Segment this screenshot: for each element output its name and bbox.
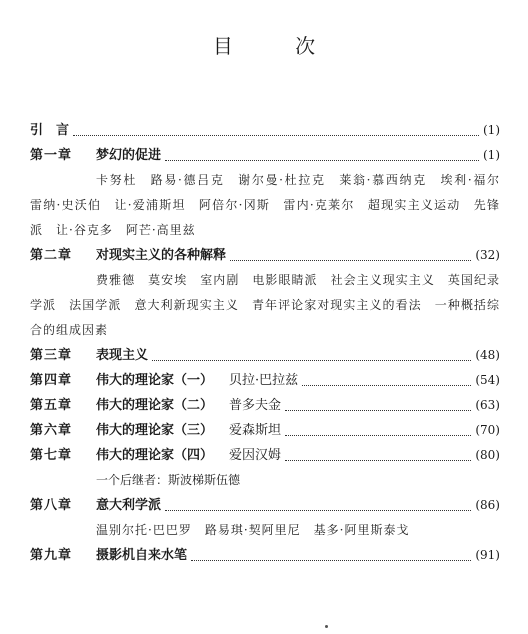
dot-leader: [73, 126, 479, 136]
chapter-label: 第七章: [30, 448, 73, 463]
table-of-contents: [30, 118, 514, 568]
dot-leader: [285, 401, 471, 411]
chapter-title: 伟大的理论家（四）: [96, 448, 214, 463]
chapter-label: 第三章: [30, 348, 73, 363]
toc-entry-chapter-4[interactable]: [30, 368, 500, 393]
chapter-8-topics: 温别尔托·巴巴罗 路易琪·契阿里尼 基多·阿里斯泰戈: [96, 523, 410, 537]
chapter-label: 第八章: [30, 498, 73, 513]
chapter-title: 意大利学派: [96, 498, 162, 513]
page-number: (54): [475, 373, 500, 387]
page-title: 目 次: [212, 34, 344, 58]
page-number: (86): [475, 498, 500, 512]
toc-entry-chapter-5[interactable]: [30, 393, 500, 418]
toc-entry-chapter-8[interactable]: [30, 493, 500, 518]
dot-leader: [302, 376, 471, 386]
chapter-label: 第九章: [30, 548, 73, 563]
toc-entry-intro[interactable]: [30, 118, 500, 143]
toc-entry-chapter-3[interactable]: [30, 343, 500, 368]
chapter-2-topics: 费雅德 莫安埃 室内剧 电影眼睛派 社会主义现实主义 英国纪录学派 法国学派 意大利新现实主义 青年评论家对现实主义的看法 一种概括综合的组成因素: [30, 273, 500, 337]
chapter-1-topics: 卡努杜 路易·德吕克 谢尔曼·杜拉克 莱翁·慕西纳克 埃利·福尔 雷纳·史沃伯 让·爱浦斯坦 阿倍尔·冈斯 雷内·克莱尔 超现实主义运动 先锋派 让·谷克多 阿芒·高里兹: [30, 173, 514, 237]
chapter-label: 第一章: [30, 148, 73, 163]
dot-leader: [152, 351, 471, 361]
chapter-label: 第四章: [30, 373, 73, 388]
chapter-label: 第二章: [30, 248, 73, 263]
dot-leader: [165, 501, 471, 511]
dot-leader: [191, 551, 471, 561]
chapter-title: 表现主义: [96, 348, 149, 363]
page-number: (80): [475, 448, 500, 462]
chapter-label: 引 言: [30, 123, 70, 138]
chapter-title: 梦幻的促进: [96, 148, 162, 163]
chapter-title: 伟大的理论家（二）: [96, 398, 214, 413]
page-number: (91): [475, 548, 500, 562]
toc-entry-chapter-6[interactable]: [30, 418, 500, 443]
toc-entry-chapter-2[interactable]: [30, 243, 500, 268]
chapter-label: 第六章: [30, 423, 73, 438]
toc-entry-chapter-7[interactable]: [30, 443, 500, 468]
chapter-title: 伟大的理论家（一）: [96, 373, 214, 388]
toc-entry-chapter-1[interactable]: [30, 143, 500, 168]
page-number: (32): [475, 248, 500, 262]
page-number: (1): [483, 148, 500, 162]
chapter-title: 摄影机自来水笔: [96, 548, 188, 563]
chapter-title: 伟大的理论家（三）: [96, 423, 214, 438]
dot-leader: [285, 426, 471, 436]
chapter-7-subline: 一个后继者：斯波梯斯伍德: [96, 473, 241, 487]
chapter-subtitle: 爱森斯坦: [229, 423, 282, 438]
chapter-subtitle: 普多夫金: [229, 398, 282, 413]
page-number: (1): [483, 123, 500, 137]
page-number: (70): [475, 423, 500, 437]
dot-leader: [285, 451, 471, 461]
chapter-title: 对现实主义的各种解释: [96, 248, 227, 263]
dot-leader: [165, 151, 479, 161]
chapter-subtitle: 爱因汉姆: [229, 448, 282, 463]
toc-entry-chapter-9[interactable]: [30, 543, 500, 568]
chapter-subtitle: 贝拉·巴拉兹: [229, 373, 299, 388]
scan-speck: [325, 625, 328, 628]
dot-leader: [230, 251, 471, 261]
page-number: (48): [475, 348, 500, 362]
chapter-label: 第五章: [30, 398, 73, 413]
page-number: (63): [475, 398, 500, 412]
